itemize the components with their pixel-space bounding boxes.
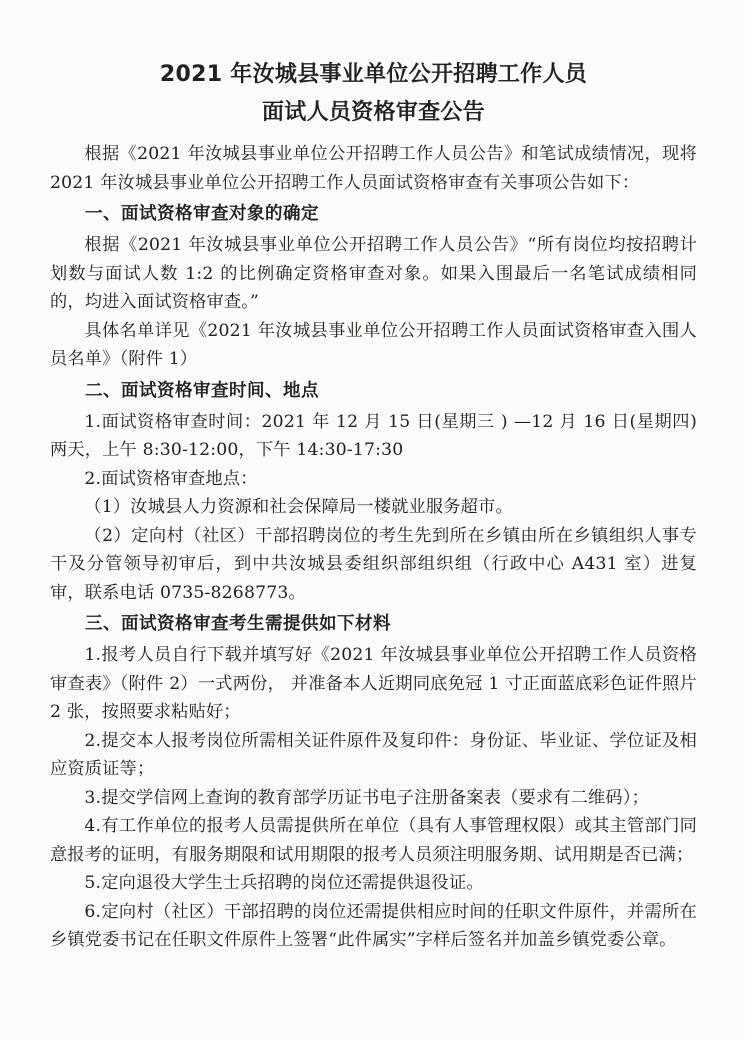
section-3-paragraph-6: 6.定向村（社区）干部招聘的岗位还需提供相应时间的任职文件原件，并需所在乡镇党委书记在任职文件原件上签署“此件属实”字样后签名并加盖乡镇党委公章。 [50,901,697,950]
section-3-paragraph-3: 3.提交学信网上查询的教育部学历证书电子注册备案表（要求有二维码）； [84,787,649,808]
section-2-paragraph-2: 2.面试资格审查地点： [84,468,258,489]
section-2-paragraph-1: 1.面试资格审查时间：2021 年 12 月 15 日(星期三 ) —12 月 16 日(星期四)两天，上午 8:30-12:00，下午 14:30-17:30 [50,411,697,460]
section-1 [50,199,697,374]
section-2-paragraph-3: （1）汝城县人力资源和社会保障局一楼就业服务超市。 [84,497,513,517]
section-3-heading: 三、面试资格审查考生需提供如下材料 [85,614,391,634]
document-title-line1: 2021 年汝城县事业单位公开招聘工作人员 [159,62,588,87]
section-3-paragraph-5: 5.定向退役大学生士兵招聘的岗位还需提供退役证。 [84,873,484,893]
section-3-paragraph-4: 4.有工作单位的报考人员需提供所在单位（具有人事管理权限）或其主管部门同意报考的证明，有服务期限和试用期限的报考人员须注明服务期、试用期是否已满； [50,816,697,865]
section-2 [50,376,697,608]
section-1-heading: 一、面试资格审查对象的确定 [85,204,319,224]
section-3-paragraph-1: 1.报考人员自行下载并填写好《2021 年汝城县事业单位公开招聘工作人员资格审查表》（附件 2）一式两份， 并准备本人近期同底免冠 1 寸正面蓝底彩色证件照片 2 张，按照要求粘贴好； [50,645,697,722]
section-2-heading: 二、面试资格审查时间、地点 [85,380,319,401]
section-2-paragraph-4: （2）定向村（社区）干部招聘岗位的考生先到所在乡镇由所在乡镇组织人事专干及分管领导初审后，到中共汝城县委组织部组织组（行政中心 A431 室）进复审，联系电话 0735-8268773。 [50,525,697,603]
section-1-paragraph-2: 具体名单详见《2021 年汝城县事业单位公开招聘工作人员面试资格审查入围人员名单》（附件 1） [50,320,697,369]
intro-paragraph: 根据《2021 年汝城县事业单位公开招聘工作人员公告》和笔试成绩情况，现将 2021 年汝城县事业单位公开招聘工作人员面试资格审查有关事项公告如下： [50,144,697,193]
section-3-paragraph-2: 2.提交本人报考岗位所需相关证件原件及复印件：身份证、毕业证、学位证及相应资质证等； [50,730,697,779]
section-3 [50,609,697,955]
section-1-paragraph-1: 根据《2021 年汝城县事业单位公开招聘工作人员公告》“所有岗位均按招聘计划数与面试人数 1:2 的比例确定资格审查对象。如果入围最后一名笔试成绩相同的，均进入面试资格审查。” [50,235,697,312]
document-title-line2: 面试人员资格审查公告 [261,100,485,125]
